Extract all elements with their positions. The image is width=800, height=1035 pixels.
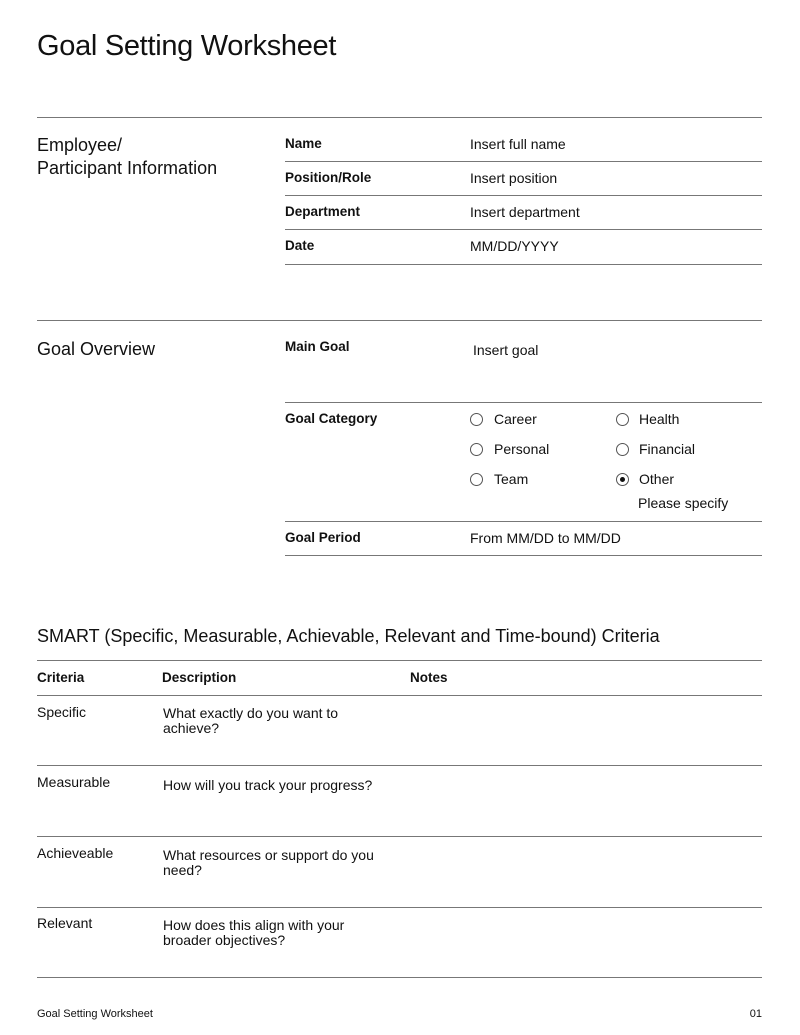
- column-header: Notes: [410, 670, 448, 685]
- other-specify-field[interactable]: Please specify: [638, 495, 729, 511]
- criteria-cell: Specific: [37, 704, 87, 720]
- field-label: Date: [285, 238, 315, 253]
- radio-financial[interactable]: [616, 443, 629, 456]
- section-heading: Goal Overview: [37, 339, 156, 359]
- section-heading: Participant Information: [37, 158, 218, 178]
- section-heading: Employee/: [37, 135, 123, 155]
- radio-personal[interactable]: [470, 443, 483, 456]
- divider: [37, 117, 762, 118]
- description-cell: What exactly do you want to achieve?: [163, 705, 339, 736]
- radio-career[interactable]: [470, 413, 483, 426]
- description-cell: What resources or support do you need?: [163, 847, 374, 878]
- page-number: 01: [749, 1008, 762, 1020]
- column-header: Description: [162, 670, 237, 685]
- field-label: Main Goal: [285, 339, 350, 354]
- position-field[interactable]: Insert position: [470, 170, 558, 186]
- criteria-cell: Relevant: [37, 915, 93, 931]
- date-field[interactable]: MM/DD/YYYY: [470, 238, 559, 254]
- radio-health[interactable]: [616, 413, 629, 426]
- radio-label: Team: [494, 471, 529, 487]
- footer-title: Goal Setting Worksheet: [37, 1008, 153, 1020]
- description-cell: How does this align with your broader objectives?: [163, 917, 345, 948]
- criteria-cell: Achieveable: [37, 845, 114, 861]
- radio-label: Personal: [494, 441, 550, 457]
- goal-period-field[interactable]: From MM/DD to MM/DD: [470, 530, 621, 546]
- field-label: Department: [285, 204, 361, 219]
- radio-other[interactable]: [616, 473, 629, 486]
- name-field[interactable]: Insert full name: [470, 136, 566, 152]
- field-label: Goal Category: [285, 411, 378, 426]
- radio-label: Other: [639, 471, 675, 487]
- main-goal-field[interactable]: Insert goal: [473, 342, 539, 358]
- field-label: Position/Role: [285, 170, 372, 185]
- smart-heading: SMART (Specific, Measurable, Achievable, Relevant and Time-bound) Criteria: [37, 626, 660, 646]
- radio-label: Career: [494, 411, 537, 427]
- radio-label: Financial: [639, 441, 696, 457]
- criteria-cell: Measurable: [37, 774, 111, 790]
- radio-team[interactable]: [470, 473, 483, 486]
- description-cell: How will you track your progress?: [163, 777, 373, 793]
- department-field[interactable]: Insert department: [470, 204, 580, 220]
- page-title: Goal Setting Worksheet: [37, 30, 337, 62]
- field-label: Goal Period: [285, 530, 361, 545]
- column-header: Criteria: [37, 670, 85, 685]
- field-label: Name: [285, 136, 322, 151]
- radio-label: Health: [639, 411, 680, 427]
